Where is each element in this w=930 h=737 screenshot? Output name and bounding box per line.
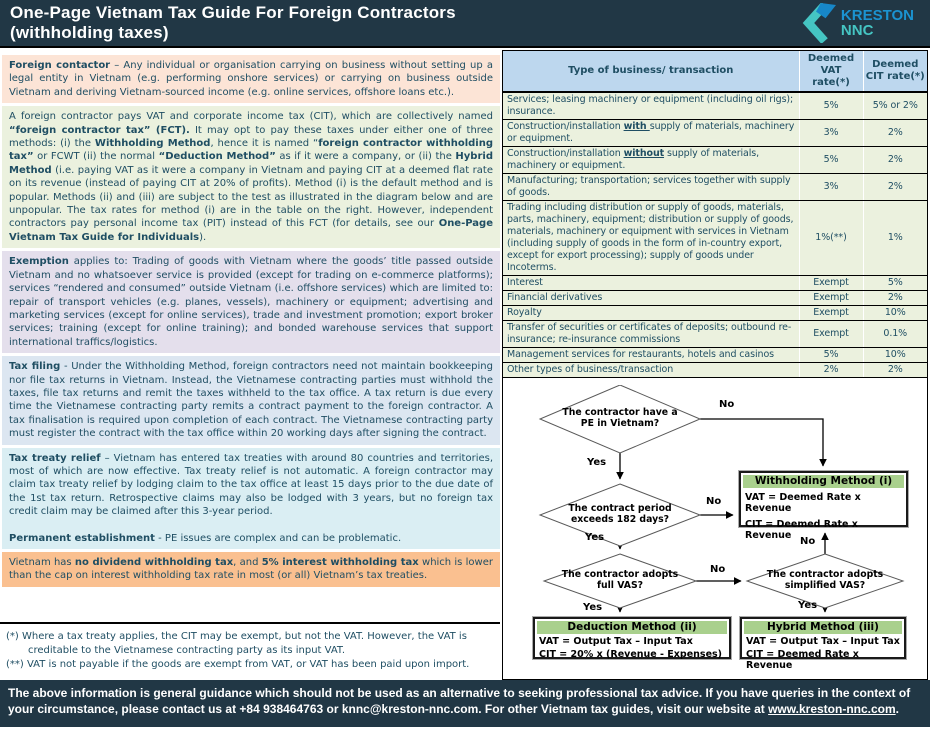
info-column	[2, 55, 500, 590]
vat-rate-cell: Exempt	[799, 306, 863, 321]
cit-rate-cell: 2%	[863, 174, 927, 201]
flow-label-no: No	[719, 399, 735, 410]
footnotes	[0, 622, 500, 672]
header-bar	[0, 0, 930, 48]
business-type-cell: Financial derivatives	[503, 291, 799, 306]
footnote-single-asterisk: (*) Where a tax treaty applies, the CIT may be exempt, but not the VAT. However, the VAT is creditable to the Vietnamese contracting party as its input VAT.	[6, 631, 467, 656]
table-row	[503, 120, 927, 147]
info-block-fct-methods	[2, 106, 500, 248]
website-link[interactable]: www.kreston-nnc.com	[768, 702, 896, 716]
flow-label-no: No	[706, 496, 722, 507]
cit-rate-cell: 0.1%	[863, 321, 927, 348]
kreston-chevron-icon	[798, 3, 836, 43]
info-block-exemption	[2, 251, 500, 353]
table-row	[503, 291, 927, 306]
flow-label-yes: Yes	[585, 532, 605, 543]
cit-rate-cell: 2%	[863, 147, 927, 174]
method-box-formula: VAT = Output Tax – Input Tax	[539, 636, 693, 647]
table-row	[503, 363, 927, 378]
disclaimer-text: The above information is general guidance which should not be used as an alternative to seeking professional tax advice. If you have queries in the context of your circumstance, please contact us at +84 938464763 or knnc@kreston-nnc.com. For other Vietnam tax guides, visit our website at	[8, 686, 911, 716]
decision-simplified-vas-label: The contractor adopts simplified VAS?	[766, 569, 884, 591]
decision-pe-in-vietnam-label: The contractor have a PE in Vietnam?	[562, 407, 678, 429]
info-block-tax-treaty-and-pe	[2, 448, 500, 549]
method-box-formula: CIT = Deemed Rate x Revenue	[745, 518, 858, 541]
paragraph: Vietnam has no dividend withholding tax, and 5% interest withholding tax which is lower than the cap on interest withholding tax rate in most (or all) Vietnam’s tax treaties.	[9, 557, 493, 582]
logo-nnc-text: NNC	[840, 22, 874, 39]
table-row	[503, 92, 927, 120]
business-type-cell: Manufacturing; transportation; services together with supply of goods.	[503, 174, 799, 201]
col-header-cit: Deemed CIT rate(*)	[863, 51, 927, 92]
hybrid-method-box	[740, 617, 906, 671]
deduction-method-box	[533, 617, 731, 659]
page-title-line2: (withholding taxes)	[10, 23, 169, 42]
business-type-cell: Services; leasing machinery or equipment (including oil rigs); insurance.	[503, 92, 799, 120]
right-panel	[502, 50, 928, 680]
paragraph: Tax filing - Under the Withholding Method, foreign contractors need not maintain bookkeeping nor file tax returns in Vietnam. Instead, the Vietnamese contracting parties must withhold the taxes, file tax returns and remit the taxes withheld to the tax office. A tax return is due every time the Vietnamese contracting party remits a contract payment to the foreign contractor. A tax finalisation is required upon completion of each contract. The Vietnamese contracting party must register the contract with the tax office within 20 working days after signing the contract.	[9, 361, 493, 440]
table-row	[503, 276, 927, 291]
paragraph: Permanent establishment - PE issues are complex and can be problematic.	[9, 532, 402, 544]
cit-rate-cell: 10%	[863, 306, 927, 321]
fct-method-flowchart	[503, 385, 927, 679]
cit-rate-cell: 5% or 2%	[863, 92, 927, 120]
business-type-cell: Royalty	[503, 306, 799, 321]
paragraph: Tax treaty relief – Vietnam has entered tax treaties with around 80 countries and territories, most of which are now effective. Tax treaty relief is not automatic. A foreign contractor may claim tax treaty relief by lodging claim to the tax office at least 15 days prior to the due date of the 1st tax return. Retrospective claims may also be lodged with 3 years, but no foreign tax credit claim may be claimed after this 3-year period.	[9, 452, 494, 518]
method-box-title: Withholding Method (i)	[743, 475, 904, 488]
withholding-method-box	[739, 471, 908, 541]
vat-rate-cell: 5%	[799, 92, 863, 120]
cit-rate-cell: 5%	[863, 276, 927, 291]
vat-rate-cell: 1%(**)	[799, 201, 863, 276]
vat-rate-cell: 2%	[799, 363, 863, 378]
method-box-formula: CIT = Deemed Rate x Revenue	[746, 649, 859, 671]
info-block-withholding-rates	[2, 552, 500, 587]
page-title	[10, 3, 456, 43]
kreston-nnc-logo	[798, 3, 914, 43]
info-block-tax-filing	[2, 356, 500, 444]
vat-rate-cell: 5%	[799, 147, 863, 174]
info-block-foreign-contractor	[2, 55, 500, 103]
paragraph: Exemption applies to: Trading of goods with Vietnam where the goods’ title passed outside Vietnam and no whatsoever service is provided (except for trading on e-commerce platforms); services “rendered and consumed” outside Vietnam (i.e. offshore services) which are limited to: repair of transport vehicles (e.g. planes, vessels), machinery or equipment; advertising and marketing services (except for online services), trade and investment promotion; export broker services; training (except for online training); and bonded warehouse services that support international traffics/logistics.	[9, 256, 493, 348]
decision-182-days-label: The contract period exceeds 182 days?	[568, 503, 672, 525]
flow-label-yes: Yes	[583, 602, 603, 613]
table-row	[503, 348, 927, 363]
cit-rate-cell: 10%	[863, 348, 927, 363]
col-header-type: Type of business/ transaction	[503, 51, 799, 92]
business-type-cell: Other types of business/transaction	[503, 363, 799, 378]
method-box-formula: VAT = Output Tax – Input Tax	[746, 636, 900, 647]
table-row	[503, 174, 927, 201]
flow-label-yes: Yes	[798, 600, 818, 611]
table-row	[503, 321, 927, 348]
paragraph: Foreign contactor – Any individual or organisation carrying on business without setting up a legal entity in Vietnam (e.g. performing onshore services) or carrying on business outside Vietnam and deriving Vietnam-sourced income (e.g. online services, offshore loans etc.).	[9, 60, 494, 98]
cit-rate-cell: 2%	[863, 363, 927, 378]
logo-kreston-text: KRESTON	[840, 7, 914, 24]
flow-label-no: No	[800, 536, 816, 547]
page-title-line1: One-Page Vietnam Tax Guide For Foreign Contractors	[10, 3, 456, 22]
vat-rate-cell: Exempt	[799, 276, 863, 291]
vat-rate-cell: Exempt	[799, 321, 863, 348]
decision-full-vas-label: The contractor adopts full VAS?	[561, 569, 679, 591]
cit-rate-cell: 2%	[863, 120, 927, 147]
disclaimer-bar	[0, 680, 930, 727]
table-header-row	[503, 51, 927, 92]
paragraph: A foreign contractor pays VAT and corporate income tax (CIT), which are collectively named “foreign contractor tax” (FCT). It may opt to pay these taxes under either one of three methods: (i) the Withholding Method, hence it is named “foreign contractor withholding tax” or FCWT (ii) the normal “Deduction Method” as if it were a company, or (ii) the Hybrid Method (i.e. paying VAT as it were a company in Vietnam and paying CIT at a deemed flat rate on its revenue (instead of paying CIT at 20% of profits). Method (i) is the default method and is popular. Methods (ii) and (iii) are subject to the test as illustrated in the diagram below and are unpopular. The tax rates for method (i) are in the table on the right. However, independent contractors pay personal income tax (PIT) instead of this FCT (for details, see our One-Page Vietnam Tax Guide for Individuals).	[9, 111, 494, 243]
table-row	[503, 201, 927, 276]
business-type-cell: Transfer of securities or certificates of deposits; outbound re-insurance; re-insurance commissions	[503, 321, 799, 348]
business-type-cell: Management services for restaurants, hotels and casinos	[503, 348, 799, 363]
cit-rate-cell: 1%	[863, 201, 927, 276]
method-box-formula: CIT = 20% x (Revenue - Expenses)	[539, 649, 723, 660]
disclaimer-text-end: .	[895, 702, 900, 716]
business-type-cell: Construction/installation without supply of materials, machinery or equipment.	[503, 147, 799, 174]
flow-label-no: No	[710, 564, 726, 575]
tax-rate-table	[503, 51, 927, 378]
cit-rate-cell: 2%	[863, 291, 927, 306]
flow-label-yes: Yes	[587, 457, 607, 468]
business-type-cell: Construction/installation with supply of materials, machinery or equipment.	[503, 120, 799, 147]
table-row	[503, 147, 927, 174]
business-type-cell: Trading including distribution or supply of goods, materials, parts, machinery, equipment; distribution or supply of goods, materials, machinery or equipment with services in Vietnam (including supply of goods in the form of in-country export, except for export processing); supply of goods under Incoterms.	[503, 201, 799, 276]
method-box-formula: VAT = Deemed Rate x Revenue	[745, 491, 861, 514]
method-box-title: Hybrid Method (iii)	[744, 621, 902, 634]
vat-rate-cell: 3%	[799, 174, 863, 201]
method-box-title: Deduction Method (ii)	[537, 621, 727, 634]
footnote-double-asterisk: (**) VAT is not payable if the goods are exempt from VAT, or VAT has been paid upon import.	[6, 659, 470, 670]
vat-rate-cell: Exempt	[799, 291, 863, 306]
logo-wordmark	[841, 8, 914, 38]
business-type-cell: Interest	[503, 276, 799, 291]
vat-rate-cell: 3%	[799, 120, 863, 147]
col-header-vat: Deemed VAT rate(*)	[799, 51, 863, 92]
table-row	[503, 306, 927, 321]
vat-rate-cell: 5%	[799, 348, 863, 363]
